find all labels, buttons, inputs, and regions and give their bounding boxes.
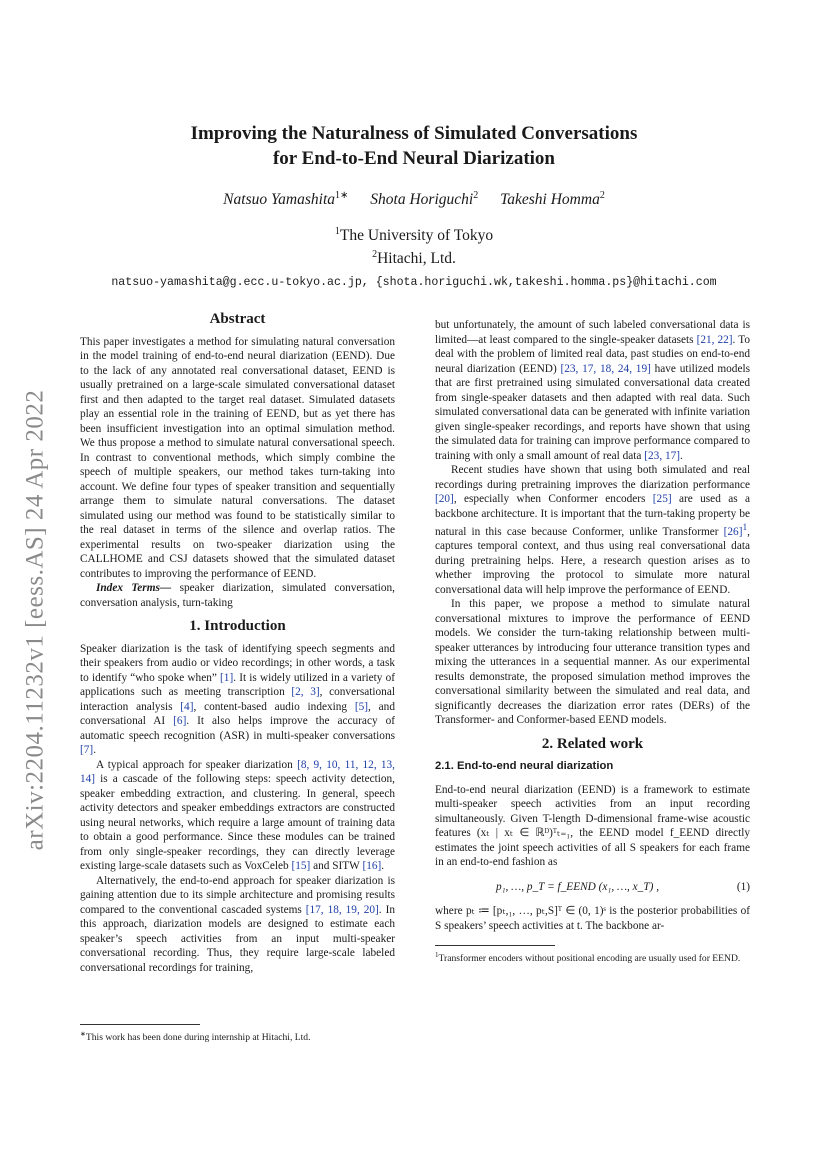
- citation-link[interactable]: [21, 22]: [696, 333, 733, 346]
- citation-link[interactable]: [23, 17]: [644, 449, 681, 462]
- title-line-1: Improving the Naturalness of Simulated Conversations: [190, 123, 638, 144]
- right-paragraph-1: but unfortunately, the amount of such labeled conversational data is limited—at least compared to the single-speaker datasets [21, 22]. To deal with the problem of limited real data, past studies on end-to-end neural diarization (EEND) [23, 17, 18, 24, 19] have utilized models that are first pretrained using simulated conversational data created from single-speaker datasets and then adapted with real data. Such simulated conversational data can be generated with infinite variation given single-speaker recordings, and reports have shown that using the simulated data for training can improve performance compared to training with only a small amount of real data [23, 17].: [435, 319, 750, 462]
- eend-paragraph-continued: where pₜ ≔ [pₜ,₁, …, pₜ,S]ᵀ ∈ (0, 1)ˢ is the posterior probabilities of S speakers’ speech activities at t. The backbone ar-: [435, 905, 750, 932]
- citation-link[interactable]: [8, 9, 10, 11, 12, 13, 14]: [80, 758, 396, 785]
- citation-link[interactable]: [5]: [354, 700, 369, 713]
- paper-header: [0, 121, 828, 289]
- affiliation: $^2$Hitachi, Ltd.: [372, 249, 456, 268]
- footnote-divider: [435, 945, 555, 946]
- citation-link[interactable]: [25]: [652, 493, 672, 505]
- footnote-divider: [80, 1024, 200, 1025]
- paper-title: [0, 121, 828, 171]
- related-work-heading: 2. Related work: [541, 735, 644, 752]
- left-footnote-area: [80, 1012, 395, 1044]
- citation-link[interactable]: [1]: [220, 671, 234, 684]
- author-list: [0, 190, 828, 209]
- author: Shota Horiguchi$^2$: [370, 190, 479, 209]
- right-paragraph-3: In this paper, we propose a method to simulate natural conversational mixtures to improve the performance of EEND models. We consider the turn-taking relationship between multi-speaker utterances by introducing four utterance transition types and mixing the utterances in a sequential manner. As our experimental results demonstrate, the proposed simulation method improves the conversational similarity between the simulated and real data, and significantly decreases the diarization error rates (DERs) of the Transformer- and Conformer-based EEND models.: [435, 598, 750, 727]
- introduction-heading: 1. Introduction: [189, 618, 286, 634]
- affiliations: [0, 222, 828, 268]
- intro-paragraph-1: Speaker diarization is the task of identifying speech segments and their speakers from audio or video recordings; in other words, a task to identify “who spoke when” [1]. It is widely utilized in a variety of applications such as meeting transcription [2, 3], conversational interaction analysis [4], content-based audio indexing [5], and conversational AI [6]. It also helps improve the accuracy of automatic speech recognition (ASR) in multi-speaker conversations [7].: [80, 642, 395, 756]
- eend-subsection-heading: 2.1. End-to-end neural diarization: [435, 760, 614, 773]
- left-column: [80, 312, 395, 975]
- abstract-heading: Abstract: [209, 311, 266, 327]
- citation-link[interactable]: [2, 3]: [291, 686, 320, 698]
- eend-paragraph: End-to-end neural diarization (EEND) is a framework to estimate multi-speaker speech activities from an input recording simultaneously. Given T-length D-dimensional frame-wise acoustic features (xₜ | xₜ ∈ ℝᴰ)ᵀₜ₌₁, the EEND model f_EEND directly estimates the joint speech activities of all S speakers for each frame in an end-to-end fashion as: [435, 783, 750, 869]
- citation-link[interactable]: [4]: [180, 700, 194, 713]
- citation-link[interactable]: [23, 17, 18, 24, 19]: [560, 362, 651, 375]
- footnote-internship: ∗This work has been done during internship at Hitachi, Ltd.: [80, 1030, 311, 1044]
- intro-paragraph-2: A typical approach for speaker diarization [8, 9, 10, 11, 12, 13, 14] is a cascade of the following steps: speech activity detection, speaker embedding extraction, and clustering. In general, speech activity detectors and speaker embeddings extractors are constructed using neural networks, which require a large amount of training data to obtain a good performance. Since these modules can be trained from only single-speaker recordings, they can directly leverage existing large-scale datasets such as VoxCeleb [15] and SITW [16].: [80, 758, 396, 872]
- citation-link[interactable]: [17, 18, 19, 20]: [305, 903, 379, 916]
- right-paragraph-2: Recent studies have shown that using both simulated and real recordings during pretraining improves the diarization performance [20], especially when Conformer encoders [25] are used as a backbone architecture. It is important that the turn-taking property be natural in this case because Conformer, unlike Transformer [26]$^1$, captures temporal context, and thus using real conversational data during pretraining helps. Here, a research question arises as to whether improving the protocol to simulate more natural conversational data will help improve the performance of EEND.: [435, 464, 750, 596]
- footnote-marker[interactable]: 1: [742, 523, 748, 533]
- citation-link[interactable]: [15]: [291, 860, 311, 872]
- author: Takeshi Homma$^2$: [500, 190, 605, 209]
- equation-number: (1): [736, 880, 750, 893]
- right-column: [435, 318, 750, 965]
- citation-link[interactable]: [16]: [362, 860, 382, 872]
- citation-link[interactable]: [7]: [80, 744, 94, 756]
- citation-link[interactable]: [6]: [173, 715, 187, 727]
- affiliation: $^1$The University of Tokyo: [334, 226, 494, 245]
- author: Natsuo Yamashita$^{1∗}$: [223, 190, 349, 209]
- equation-1: [435, 880, 750, 895]
- intro-paragraph-3: Alternatively, the end-to-end approach for speaker diarization is gaining attention due to its simple architecture and promising results compared to the conventional cascaded systems [17, 18, 19, 20]. In this approach, diarization models are designed to estimate each speaker’s speech activities from an input multi-speaker conversational recording. Thus, they require large-scale labeled conversational recordings for training,: [80, 874, 395, 974]
- arxiv-identifier-stamp: [10, 350, 60, 890]
- footnote-transformer: $^1$Transformer encoders without positional encoding are usually used for EEND.: [435, 951, 741, 965]
- arxiv-identifier-text: arXiv:2204.11232v1 [eess.AS] 24 Apr 2022: [21, 389, 49, 851]
- equation-expression: p₁, …, p_T = f_EEND (x₁, …, x_T) ,: [495, 880, 660, 893]
- citation-link[interactable]: [20]: [435, 493, 454, 505]
- index-terms: Index Terms— speaker diarization, simulated conversation, conversation analysis, turn-taking: [80, 582, 395, 609]
- author-emails: natsuo-yamashita@g.ecc.u-tokyo.ac.jp, {shota.horiguchi.wk,takeshi.homma.ps}@hitachi.com: [111, 276, 717, 290]
- citation-link[interactable]: [26]: [723, 525, 743, 538]
- abstract-text: This paper investigates a method for simulating natural conversation in the model training of end-to-end neural diarization (EEND). Due to the lack of any annotated real conversational dataset, EEND is usually pretrained on a large-scale simulated conversational dataset first and then adapted to the target real dataset. Simulated datasets play an essential role in the training of EEND, but as yet there has been insufficient investigation into an optimal simulation method. We thus propose a method to simulate natural conversational speech. In contrast to conventional methods, which simply combine the speech of multiple speakers, our method takes turn-taking into account. We define four types of speaker transition and sequentially arrange them to simulate natural conversations. The dataset simulated using our method was found to be statistically similar to the real dataset in terms of the silence and overlap ratios. The experimental results on two-speaker diarization using the CALLHOME and CSJ datasets showed that the simulated dataset contributes to improving the performance of EEND.: [80, 335, 395, 580]
- title-line-2: for End-to-End Neural Diarization: [272, 148, 555, 169]
